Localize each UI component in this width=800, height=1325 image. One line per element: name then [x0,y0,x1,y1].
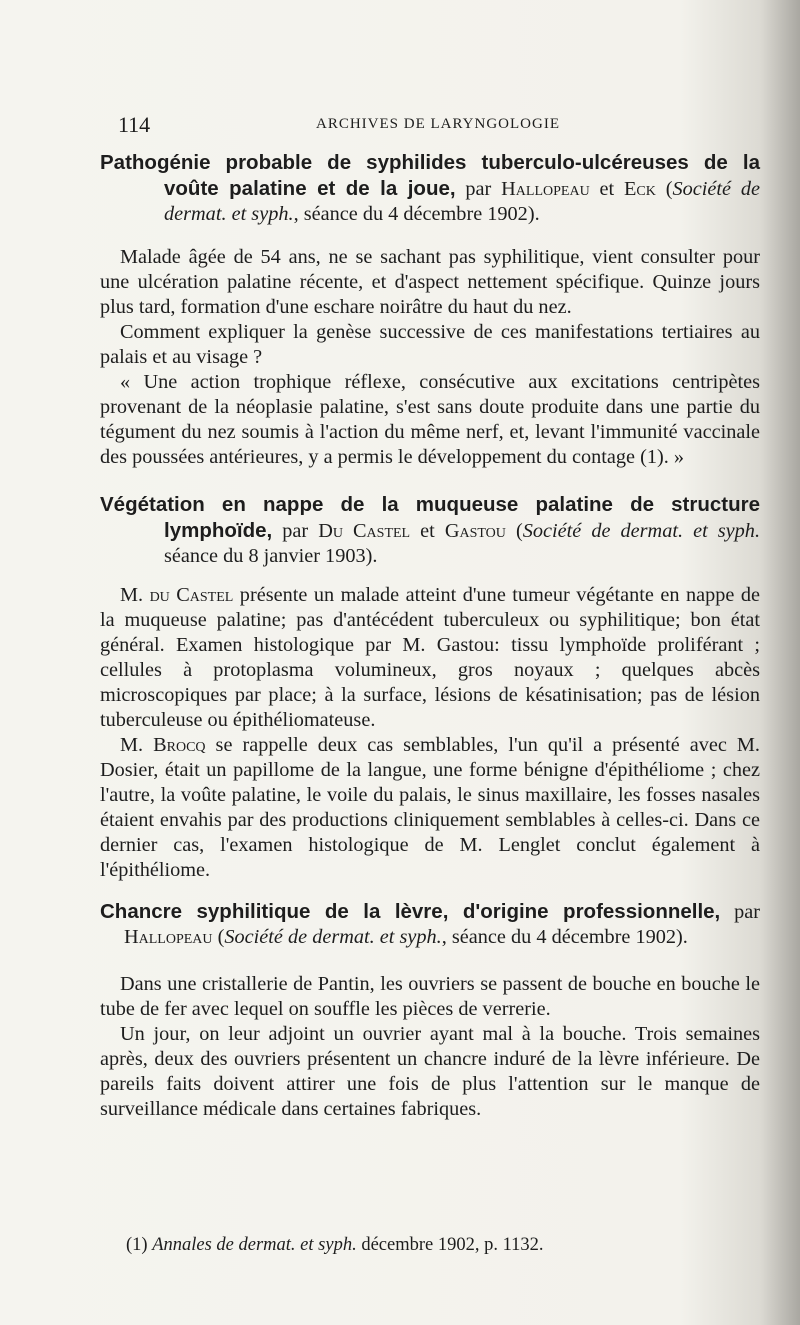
page-number: 114 [118,112,151,137]
paragraph: Dans une cristallerie de Pantin, les ouvriers se passent de bouche en bouche le tube de fer avec lequel on souffle les pièces de verrerie. [100,973,760,1020]
author-name: Hallopeau [124,926,213,948]
article-3-title: Chancre syphilitique de la lèvre, d'origine professionnelle, [100,900,721,923]
article-2 [100,492,760,883]
article-3-heading: Chancre syphilitique de la lèvre, d'origine professionnelle, par Hallopeau (Société de dermat. et syph., séance du 4 décembre 1902). [100,900,761,948]
article-3 [100,899,760,1122]
source-citation: Société de dermat. et syph. [164,178,761,225]
paragraph-lead: M. du Castel [120,584,234,606]
paragraph: Un jour, on leur adjoint un ouvrier ayant mal à la bouche. Trois semaines après, deux des ouvriers présentent un chancre induré de la lèvre inférieure. De pareils faits doivent attirer une fois de plus l'attention sur le manque de surveillance médicale dans certaines fabriques. [100,1023,760,1120]
article-1 [100,150,760,470]
running-head: ARCHIVES DE LARYNGOLOGIE [316,116,560,132]
article-1-title: Pathogénie probable de syphilides tuberculo-ulcéreuses de la voûte palatine et de la joue, [100,151,760,200]
footnote-source: Annales de dermat. et syph. [152,1235,357,1255]
paragraph: « Une action trophique réflexe, consécutive aux excitations centripètes provenant de la néoplasie palatine, s'est sans doute produite dans une partie du tégument du nez soumis à l'action du même nerf, et, levant l'immunité vaccinale des poussées antérieures, y a permis le développement du contage (1). » [100,371,760,468]
paragraph-lead: M. Brocq [120,734,206,756]
source-citation: Société de dermat. et syph. [224,926,442,948]
author-name: Eck [624,178,656,200]
article-2-heading: Végétation en nappe de la muqueuse palatine de structure lymphoïde, par Du Castel et Gastou (Société de dermat. et syph. séance du 8 janvier 1903). [100,493,761,567]
footnote-text: décembre 1902, p. 1132. [356,1235,544,1255]
footnote [126,1234,756,1256]
article-2-title: Végétation en nappe de la muqueuse palatine de structure lymphoïde, [100,493,760,542]
footnote-marker: (1) [126,1235,148,1255]
paragraph: M. du Castel présente un malade atteint d'une tumeur végétante en nappe de la muqueuse palatine; pas d'antécédent tuberculeux ou syphilitique; bon état général. Examen histologique par M. Gastou: tissu lymphoïde proliférant ; cellules à protoplasma volumineux, gros noyaux ; quelques abcès microscopiques par place; à la surface, lésions de késatinisation; pas de lésion tuberculeuse ou épithéliomateuse. [100,584,761,731]
author-name: Hallopeau [501,178,590,200]
paragraph: M. Brocq se rappelle deux cas semblables, l'un qu'il a présenté avec M. Dosier, était un papillome de la langue, une forme bénigne d'épithéliome ; chez l'autre, la voûte palatine, le voile du palais, le sinus maxillaire, les fosses nasales étaient envahis par des productions cliniquement semblables à celles-ci. Dans ce dernier cas, l'examen histologique de M. Lenglet conclut également à l'épithéliome. [100,734,760,881]
article-1-heading: Pathogénie probable de syphilides tuberculo-ulcéreuses de la voûte palatine et de la joue, par Hallopeau et Eck (Société de dermat. et syph., séance du 4 décembre 1902). [100,151,761,225]
page-header [118,112,758,138]
body-text [100,150,760,1122]
paragraph: Malade âgée de 54 ans, ne se sachant pas syphilitique, vient consulter pour une ulcération palatine récente, et d'aspect nettement spécifique. Quinze jours plus tard, formation d'une eschare noirâtre du haut du nez. [100,246,760,318]
paragraph: Comment expliquer la genèse successive de ces manifestations tertiaires au palais et au visage ? [100,321,760,368]
author-name: Gastou [444,520,506,542]
author-name: Du Castel [318,520,411,542]
source-citation: Société de dermat. et syph. [522,520,761,542]
